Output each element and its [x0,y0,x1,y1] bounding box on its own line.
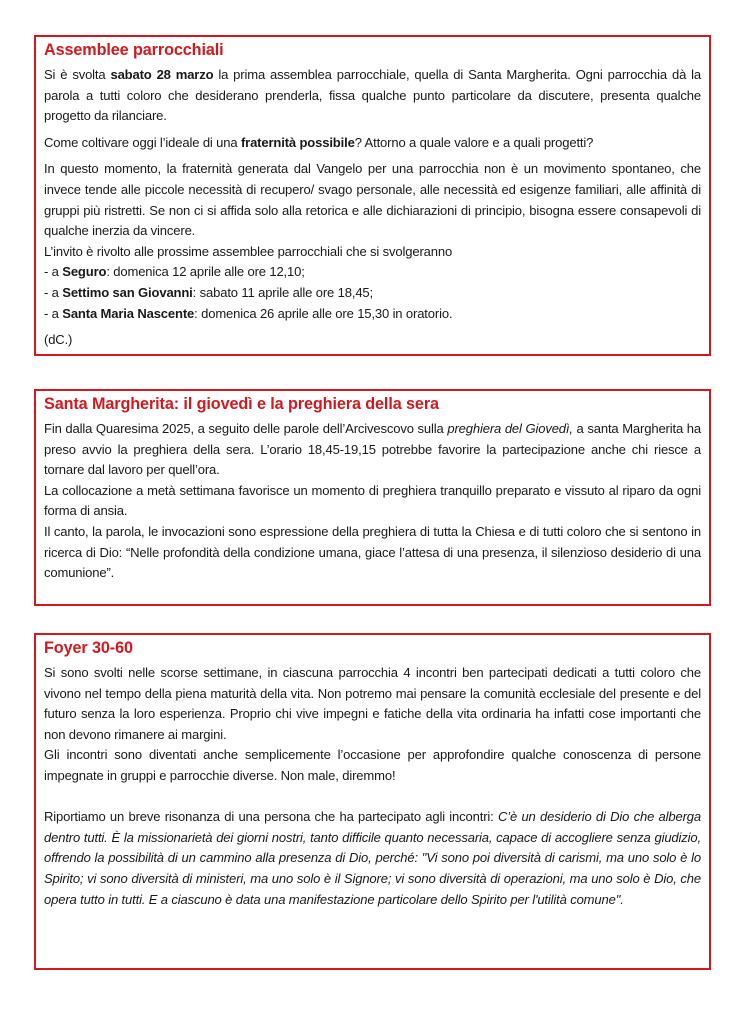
article-paragraph: Riportiamo un breve risonanza di una persona che ha partecipato agli incontri: C’è un desiderio di Dio che alberga dentro tutti. È la missionarietà dei giorni nostri, tanto difficile quanto necessaria, capace di accogliere senza giudizio, offrendo la possibilità di un cammino alla presenza di Dio, perché: "Vi sono poi diversità di carismi, ma uno solo è lo Spirito; vi sono diversità di ministeri, ma uno solo è il Signore; vi sono diversità di operazioni, ma uno solo è Dio, che opera tutto in tutti. E a ciascuno è data una manifestazione particolare dello Spirito per l'utilità comune". [44,809,701,907]
schedule-place: Settimo san Giovanni [62,284,193,300]
article-santa-margherita [34,389,711,606]
italic-phrase: preghiera del Giovedì, [447,421,573,436]
schedule-place: Santa Maria Nascente [62,305,195,321]
schedule-item: - a Settimo san Giovanni: sabato 11 aprile alle ore 18,45; [44,284,374,300]
article-signature: (dC.) [44,332,73,348]
article-title: Assemblee parrocchiali [44,41,224,59]
article-title: Foyer 30-60 [44,639,133,657]
testimony-quote: C’è un desiderio di Dio che alberga dentro tutti. È la missionarietà dei giorni nostri, tanto difficile quanto necessaria, capace di accogliere senza giudizio, offrendo la possibilità di un cammino alla presenza di Dio, perché: "Vi sono poi diversità di carismi, ma uno solo è lo Spirito; vi sono diversità di ministeri, ma uno solo è il Signore; vi sono diversità di operazioni, ma uno solo è Dio, che opera tutto in tutti. E a ciascuno è data una manifestazione particolare dello Spirito per l'utilità comune". [44,809,701,907]
article-paragraph: L’invito è rivolto alle prossime assemblee parrocchiali che si svolgeranno [44,243,453,259]
highlight-phrase: fraternità possibile [240,134,355,150]
article-paragraph: In questo momento, la fraternità generata dal Vangelo per una parrocchia non è un movimento spontaneo, che invece tende alle piccole necessità di recupero/ svago personale, alle necessità ed esigenze familiari, alle affinità di gruppi più ristretti. Se non ci si affida solo alla retorica e alle dichiarazioni di principio, bisogna essere consapevoli di qualche inerzia da vincere. [44,161,701,239]
highlight-date: sabato 28 marzo [110,67,214,82]
schedule-item: - a Seguro: domenica 12 aprile alle ore 12,10; [44,264,305,280]
article-foyer-30-60 [34,633,711,970]
article-paragraph: Si è svolta sabato 28 marzo la prima assemblea parrocchiale, quella di Santa Margherita. Ogni parrocchia dà la parola a tutti coloro che desiderano prenderla, fissa qualche punto particolare da discutere, presenta qualche progetto da rilanciare. [44,67,701,124]
article-assemblee-parrocchiali [34,35,711,356]
article-paragraph: Gli incontri sono diventati anche semplicemente l’occasione per approfondire qualche conoscenza di persone impegnate in gruppi e parrocchie diverse. Non male, diremmo! [44,747,701,783]
article-paragraph: Il canto, la parola, le invocazioni sono espressione della preghiera di tutta la Chiesa e di tutti coloro che si sentono in ricerca di Dio: “Nelle profondità della condizione umana, giace l’attesa di una presenza, il silenzioso desiderio di una comunione”. [44,523,701,581]
article-paragraph: Si sono svolti nelle scorse settimane, in ciascuna parrocchia 4 incontri ben partecipati dedicati a tutti coloro che vivono nel tempo della piena maturità della vita. Non potremo mai pensare la comunità ecclesiale del presente e del futuro senza la loro esperienza. Proprio chi vive impegni e fatiche della vita ordinaria ha infatti cose importanti che non devono rimanere ai margini. [44,665,701,742]
schedule-place: Seguro [62,264,107,280]
article-title: Santa Margherita: il giovedì e la preghiera della sera [44,395,439,413]
article-paragraph: Come coltivare oggi l’ideale di una fraternità possibile? Attorno a quale valore e a quali progetti? [44,134,594,150]
schedule-item: - a Santa Maria Nascente: domenica 26 aprile alle ore 15,30 in oratorio. [44,305,453,321]
article-paragraph: La collocazione a metà settimana favorisce un momento di preghiera tranquillo preparato e vissuto al riparo da ogni forma di ansia. [44,482,701,519]
article-paragraph: Fin dalla Quaresima 2025, a seguito delle parole dell’Arcivescovo sulla preghiera del Giovedì, a santa Margherita ha preso avvio la preghiera della sera. L’orario 18,45-19,15 potrebbe favorire la partecipazione anche chi riesce a tornare dal lavoro per quell’ora. [44,421,701,478]
